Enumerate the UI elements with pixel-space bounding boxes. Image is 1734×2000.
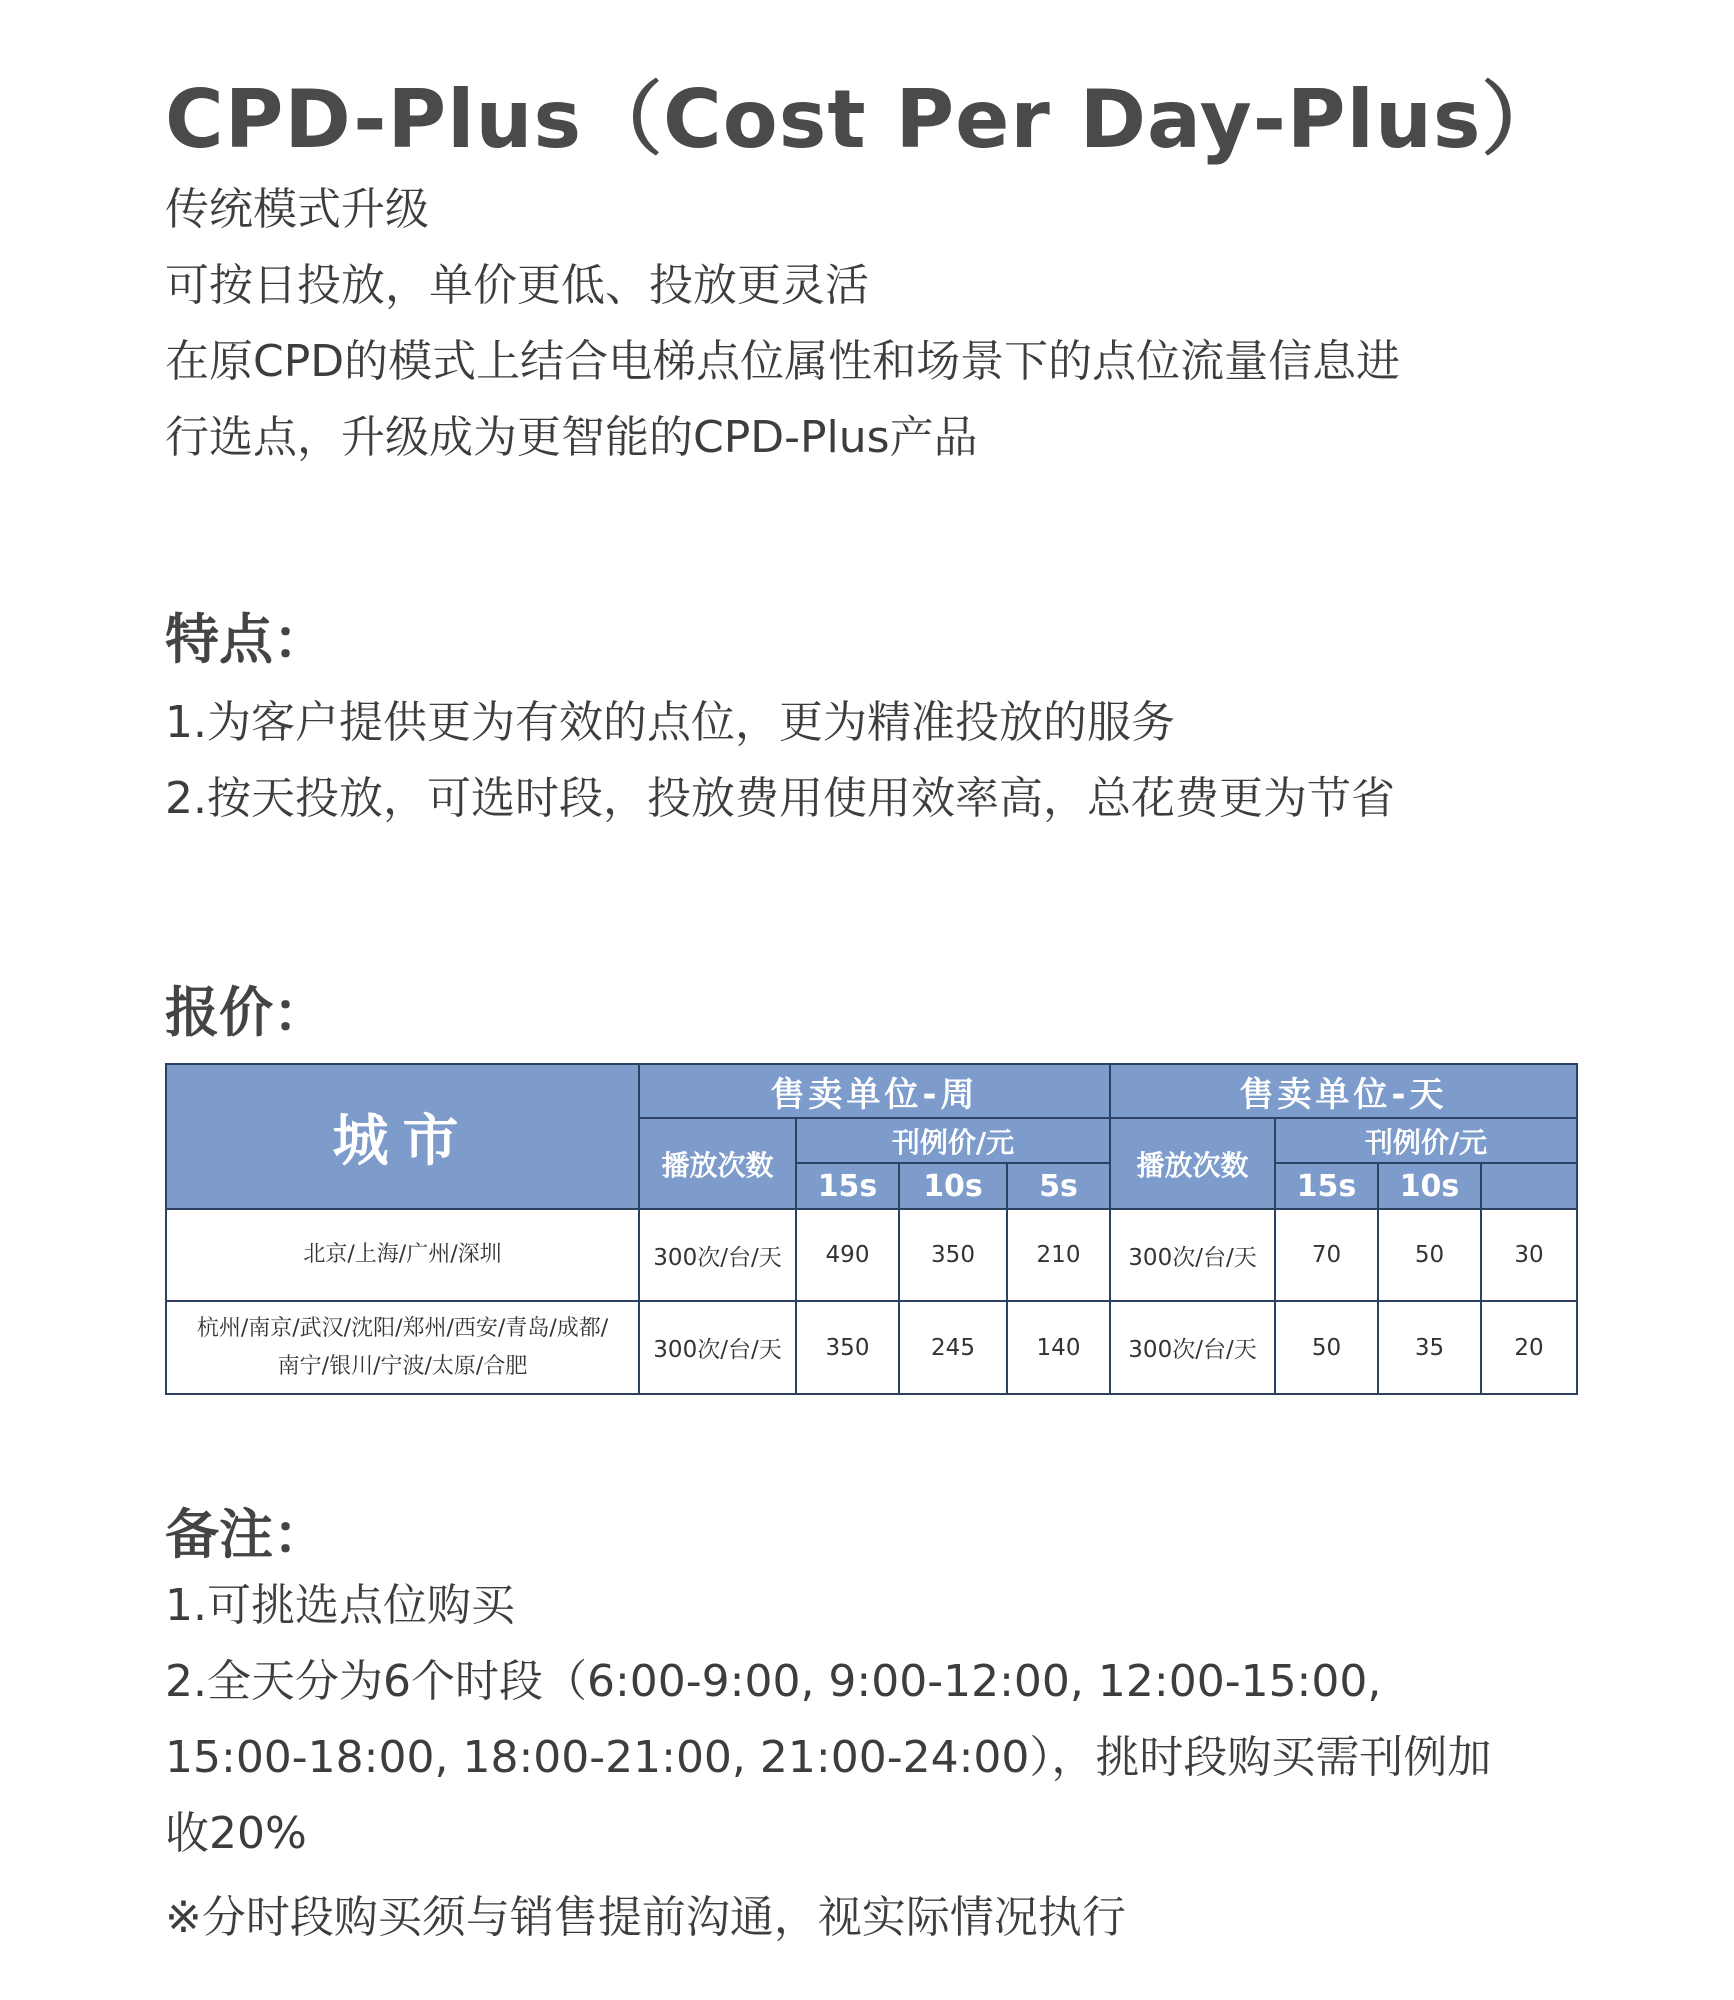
feature-item: 1.为客户提供更为有效的点位，更为精准投放的服务 — [165, 697, 1175, 748]
intro-text — [165, 172, 1585, 476]
day-5s-header — [1481, 1163, 1577, 1209]
pricing-heading: 报价： — [165, 981, 327, 1044]
day-plays-cell: 300次/台/天 — [1110, 1209, 1275, 1301]
day-15s-cell: 70 — [1275, 1209, 1378, 1301]
intro-line: 可按日投放，单价更低、投放更灵活 — [165, 260, 869, 311]
page-title: CPD-Plus（Cost Per Day-Plus） — [165, 73, 1563, 166]
note-footnote: ※分时段购买须与销售提前沟通，视实际情况执行 — [165, 1892, 1126, 1943]
notes-heading: 备注： — [165, 1503, 327, 1566]
week-plays-cell: 300次/台/天 — [639, 1301, 796, 1394]
city-cell — [166, 1301, 639, 1394]
note-item: 收20% — [165, 1808, 307, 1859]
week-15s-header: 15s — [796, 1163, 899, 1209]
day-5s-cell: 20 — [1481, 1301, 1577, 1394]
week-5s-header: 5s — [1007, 1163, 1110, 1209]
day-10s-cell: 35 — [1378, 1301, 1481, 1394]
week-10s-cell: 245 — [899, 1301, 1007, 1394]
day-unit-header: 售卖单位-天 — [1110, 1064, 1577, 1118]
price-table — [165, 1063, 1578, 1395]
week-5s-cell: 210 — [1007, 1209, 1110, 1301]
day-15s-header: 15s — [1275, 1163, 1378, 1209]
week-5s-cell: 140 — [1007, 1301, 1110, 1394]
week-15s-cell: 490 — [796, 1209, 899, 1301]
features-heading: 特点： — [165, 608, 327, 671]
week-10s-header: 10s — [899, 1163, 1007, 1209]
city-cell — [166, 1209, 639, 1301]
intro-line: 行选点，升级成为更智能的CPD-Plus产品 — [165, 412, 978, 463]
day-5s-cell: 30 — [1481, 1209, 1577, 1301]
week-unit-header: 售卖单位-周 — [639, 1064, 1110, 1118]
note-item: 15:00-18:00, 18:00-21:00, 21:00-24:00），挑时段购买需刊例加 — [165, 1732, 1492, 1783]
day-15s-cell: 50 — [1275, 1301, 1378, 1394]
intro-line: 在原CPD的模式上结合电梯点位属性和场景下的点位流量信息进 — [165, 336, 1401, 387]
week-15s-cell: 350 — [796, 1301, 899, 1394]
day-plays-header: 播放次数 — [1110, 1118, 1275, 1209]
day-10s-header: 10s — [1378, 1163, 1481, 1209]
city-line: 南宁/银川/宁波/太原/合肥 — [277, 1353, 528, 1379]
day-10s-cell: 50 — [1378, 1209, 1481, 1301]
feature-item: 2.按天投放，可选时段，投放费用使用效率高，总花费更为节省 — [165, 773, 1395, 824]
features-list — [165, 685, 1625, 837]
week-price-header: 刊例价/元 — [796, 1118, 1110, 1163]
city-header: 城市 — [166, 1064, 639, 1209]
notes-list — [165, 1568, 1625, 1956]
note-item: 2.全天分为6个时段（6:00-9:00, 9:00-12:00, 12:00-15:00, — [165, 1656, 1382, 1707]
table-row — [166, 1209, 1577, 1301]
city-line: 杭州/南京/武汉/沈阳/郑州/西安/青岛/成都/ — [196, 1315, 609, 1341]
intro-line: 传统模式升级 — [165, 184, 429, 235]
week-10s-cell: 350 — [899, 1209, 1007, 1301]
table-row — [166, 1301, 1577, 1394]
day-plays-cell: 300次/台/天 — [1110, 1301, 1275, 1394]
note-item: 1.可挑选点位购买 — [165, 1580, 515, 1631]
week-plays-header: 播放次数 — [639, 1118, 796, 1209]
week-plays-cell: 300次/台/天 — [639, 1209, 796, 1301]
city-line: 北京/上海/广州/深圳 — [303, 1242, 502, 1267]
day-price-header: 刊例价/元 — [1275, 1118, 1577, 1163]
